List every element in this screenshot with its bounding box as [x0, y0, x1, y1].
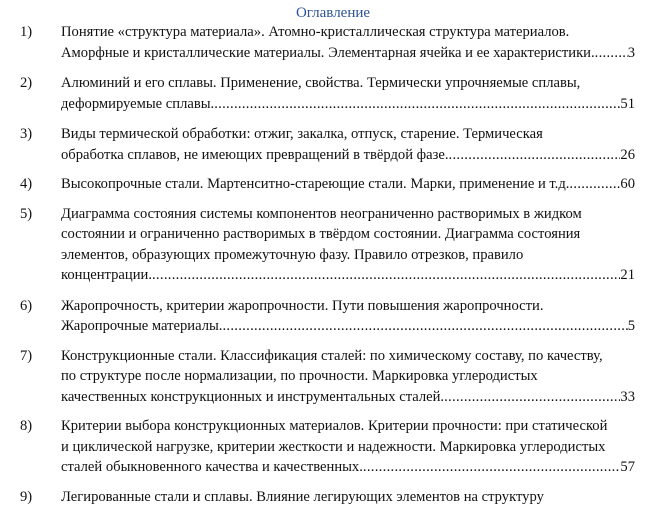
entry-text: Виды термической обработки: отжиг, закалка, отпуск, старение. Термическая — [61, 124, 543, 145]
toc-title: Оглавление — [0, 4, 666, 22]
entry-text: Высокопрочные стали. Мартенситно-стареющие стали. Марки, применение и т.д. — [61, 174, 569, 195]
entry-number: 3) — [20, 124, 32, 145]
entry-number: 8) — [20, 416, 32, 437]
entry-text: концентрации. — [61, 265, 152, 286]
toc-entry-6[interactable] — [0, 296, 666, 337]
page-number: 51 — [620, 94, 635, 115]
entry-number: 5) — [20, 204, 32, 225]
entry-text: Жаропрочность, критерии жаропрочности. Пути повышения жаропрочности. — [61, 296, 543, 317]
toc-entry-3[interactable] — [0, 124, 666, 165]
dot-leader — [222, 316, 627, 337]
toc-list — [0, 22, 666, 432]
dot-leader — [214, 94, 620, 115]
entry-number: 4) — [20, 174, 32, 195]
toc-entry-7[interactable] — [0, 346, 666, 408]
dot-leader — [152, 265, 620, 286]
toc-entry-1[interactable] — [0, 22, 666, 63]
entry-text: Диаграмма состояния системы компонентов неограниченно растворимых в жидком — [61, 204, 582, 225]
page-number: 57 — [620, 457, 635, 478]
entry-text: сталей обыкновенного качества и качественных. — [61, 457, 363, 478]
toc-entry-2[interactable] — [0, 73, 666, 114]
entry-text: Критерии выбора конструкционных материалов. Критерии прочности: при статической — [61, 416, 607, 437]
entry-text: деформируемые сплавы. — [61, 94, 214, 115]
entry-text: Аморфные и кристаллические материалы. Элементарная ячейка и ее характеристики. — [61, 43, 595, 64]
entry-text: состоянии и ограниченно растворимых в твёрдом состоянии. Диаграмма состояния — [61, 224, 580, 245]
entry-number: 2) — [20, 73, 32, 94]
entry-text: обработка сплавов, не имеющих превращений в твёрдой фазе. — [61, 145, 449, 166]
page-number: 60 — [620, 174, 635, 195]
entry-text: по структуре после нормализации, по прочности. Маркировка углеродистых — [61, 366, 538, 387]
entry-number: 6) — [20, 296, 32, 317]
entry-text: Жаропрочные материалы. — [61, 316, 222, 337]
entry-text: Конструкционные стали. Классификация сталей: по химическому составу, по качеству, — [61, 346, 603, 367]
entry-number: 1) — [20, 22, 32, 43]
toc-entry-4[interactable] — [0, 174, 666, 195]
entry-text: элементов, образующих промежуточную фазу. Правило отрезков, правило — [61, 245, 523, 266]
page-number: 3 — [628, 43, 635, 64]
page-number: 33 — [620, 387, 635, 408]
dot-leader — [595, 43, 628, 64]
toc-entry-5[interactable] — [0, 204, 666, 286]
dot-leader — [449, 145, 621, 166]
dot-leader — [363, 457, 621, 478]
page-number: 5 — [628, 316, 635, 337]
entry-text: Легированные стали и сплавы. Влияние легирующих элементов на структуру — [61, 487, 544, 507]
entry-number: 7) — [20, 346, 32, 367]
entry-text: качественных конструкционных и инструментальных сталей. — [61, 387, 444, 408]
dot-leader — [444, 387, 620, 408]
entry-number: 9) — [20, 487, 32, 507]
page-number: 21 — [620, 265, 635, 286]
entry-text: Понятие «структура материала». Атомно-кристаллическая структура материалов. — [61, 22, 569, 43]
toc-entry-8[interactable] — [0, 416, 666, 478]
entry-text: и циклической нагрузке, критерии жесткости и надежности. Маркировка углеродистых — [61, 437, 605, 458]
dot-leader — [569, 174, 620, 195]
entry-text: Алюминий и его сплавы. Применение, свойства. Термически упрочняемые сплавы, — [61, 73, 580, 94]
toc-entry-9[interactable] — [0, 487, 666, 507]
page-number: 26 — [620, 145, 635, 166]
